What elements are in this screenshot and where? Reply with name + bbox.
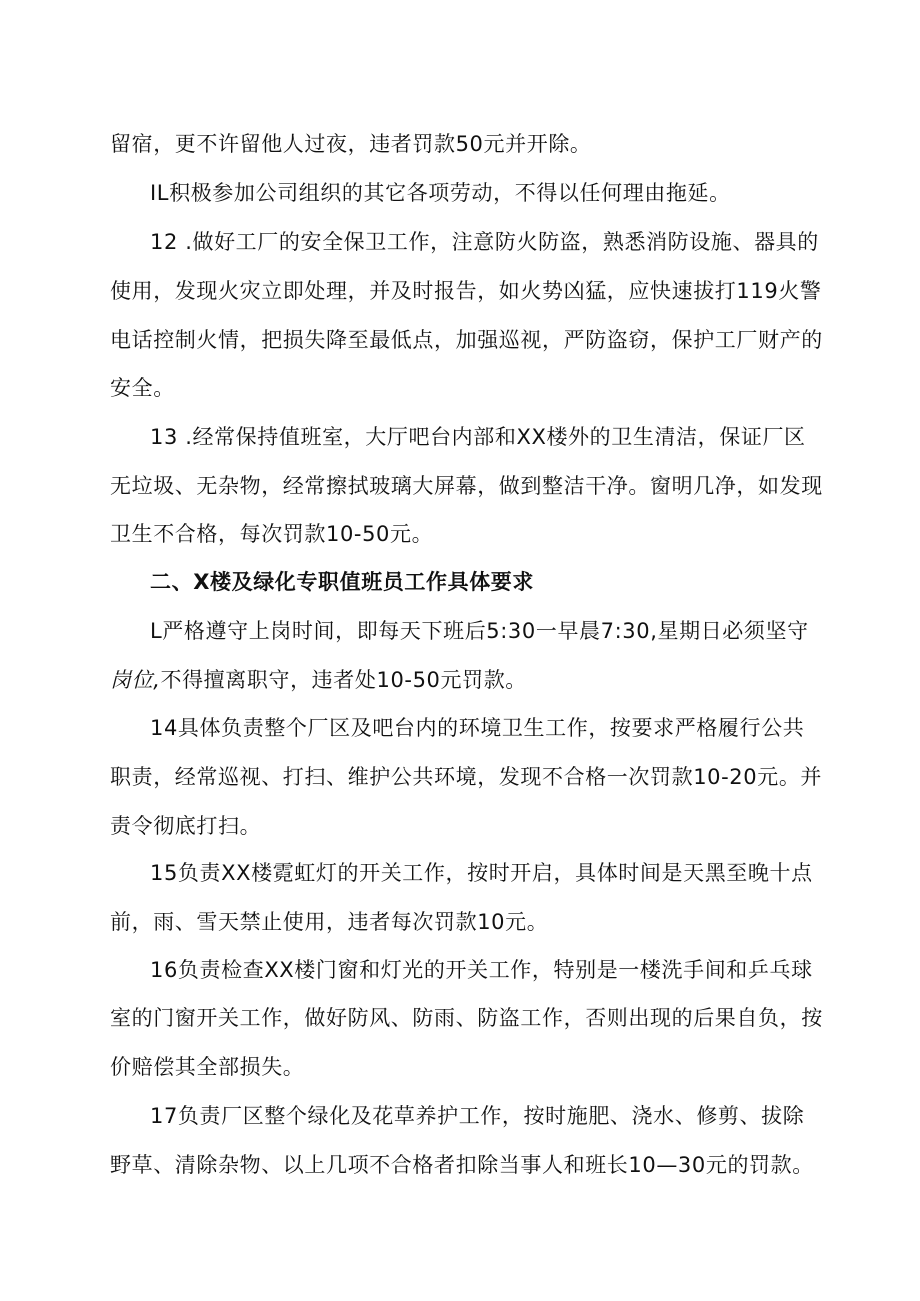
text-line xyxy=(110,665,527,695)
text-line: 14具体负责整个厂区及吧台内的环境卫生工作，按要求严格履行公共 xyxy=(150,716,805,740)
text-line: 职责，经常巡视、打扫、维护公共环境，发现不合格一次罚款10-20元。并 xyxy=(110,765,823,789)
text-line: 使用，发现火灾立即处理，并及时报告，如火势凶猛，应快速拔打119火警 xyxy=(110,279,822,303)
text-line: 电话控制火情，把损失降至最低点，加强巡视，严防盗窃，保护工厂财产的 xyxy=(110,328,823,352)
text-line: 野草、清除杂物、以上几项不合格者扣除当事人和班长10—30元的罚款。 xyxy=(110,1153,814,1177)
text-line: 前，雨、雪天禁止使用，违者每次罚款10元。 xyxy=(110,910,549,934)
text-span: 不得擅离职守，违者处10-50元罚款。 xyxy=(160,668,527,692)
text-line: 价赔偿其全部损失。 xyxy=(110,1055,305,1079)
text-line: 16负责检查XX楼门窗和灯光的开关工作，特别是一楼洗手间和乒乓球 xyxy=(150,958,813,982)
text-line: 留宿，更不许留他人过夜，违者罚款50元并开除。 xyxy=(110,132,592,156)
italic-text: 岗位, xyxy=(110,668,161,692)
text-line: 17负责厂区整个绿化及花草养护工作，按时施肥、浇水、修剪、拔除 xyxy=(150,1104,805,1128)
text-line: 15负责XX楼霓虹灯的开关工作，按时开启，具体时间是天黑至晚十点 xyxy=(150,861,813,885)
text-line: 安全。 xyxy=(110,376,175,400)
text-line: 责令彻底打扫。 xyxy=(110,814,262,838)
text-line: 卫生不合格，每次罚款10-50元。 xyxy=(110,522,434,546)
text-line: 13 .经常保持值班室，大厅吧台内部和XX楼外的卫生清洁，保证厂区 xyxy=(150,425,806,449)
text-line: 无垃圾、无杂物，经常擦拭玻璃大屏幕，做到整洁干净。窗明几净，如发现 xyxy=(110,474,823,498)
text-line: IL积极参加公司组织的其它各项劳动，不得以任何理由拖延。 xyxy=(150,181,731,205)
section-heading: 二、X楼及绿化专职值班员工作具体要求 xyxy=(150,570,534,594)
text-line: 室的门窗开关工作，做好防风、防雨、防盗工作，否则出现的后果自负，按 xyxy=(110,1006,823,1030)
text-line: L严格遵守上岗时间，即每天下班后5:30一早晨7:30,星期日必须坚守 xyxy=(150,619,809,643)
text-line: 12 .做好工厂的安全保卫工作，注意防火防盗，熟悉消防设施、器具的 xyxy=(150,230,819,254)
